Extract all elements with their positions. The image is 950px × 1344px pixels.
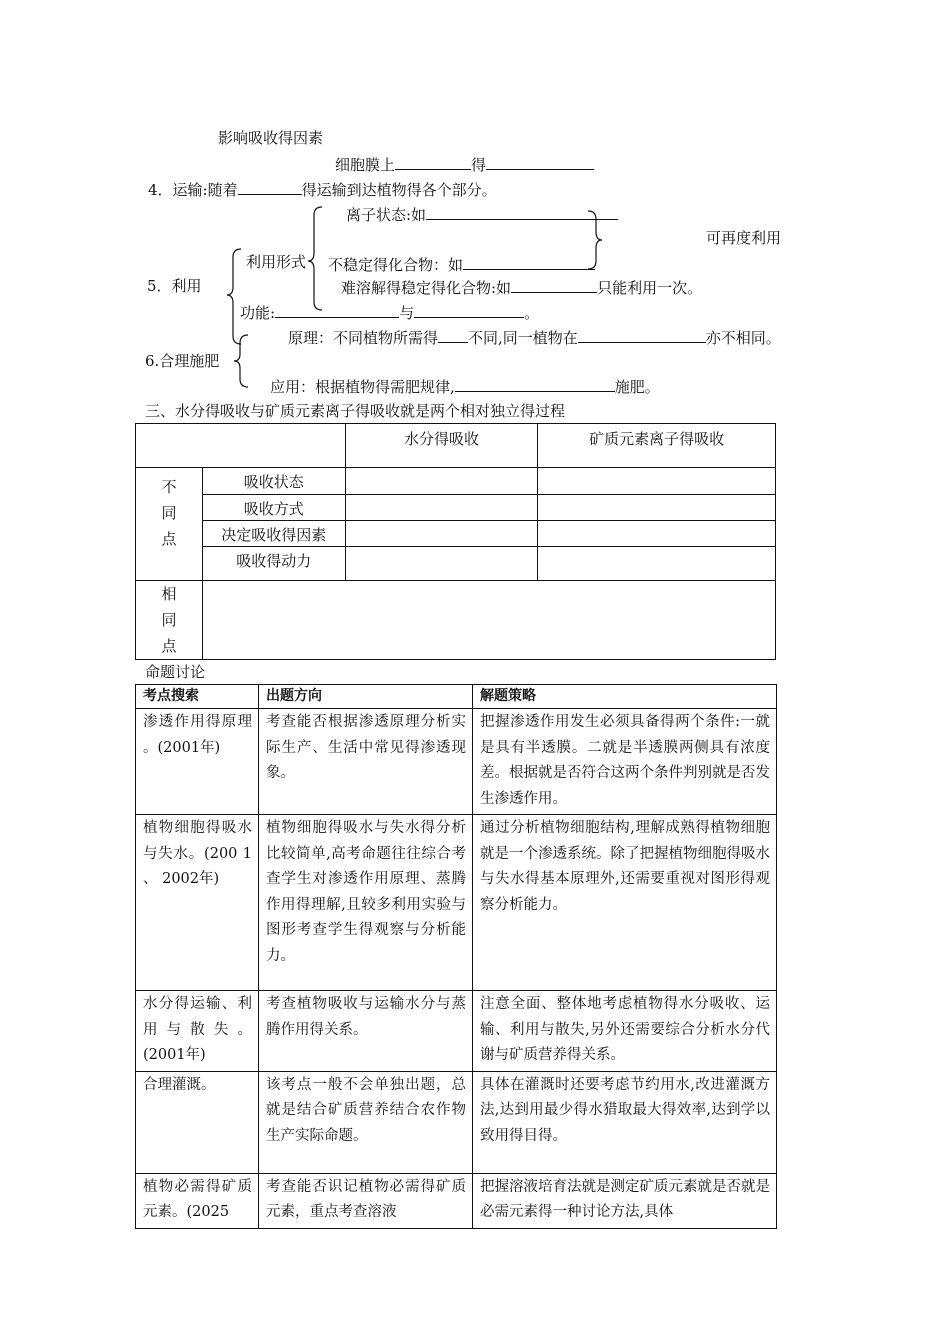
table-row bbox=[136, 815, 777, 991]
cell-mineral-state[interactable] bbox=[538, 468, 776, 495]
diff-label-cell bbox=[136, 468, 203, 581]
table-row bbox=[136, 1173, 777, 1228]
apply-text-b: 施肥。 bbox=[614, 378, 660, 396]
topic-table bbox=[135, 684, 777, 1229]
table-row bbox=[136, 521, 776, 547]
row-label-state: 吸收状态 bbox=[202, 468, 345, 495]
same-char: 相 bbox=[161, 585, 177, 603]
membrane-text-b: 得 bbox=[471, 156, 487, 174]
table-row bbox=[136, 547, 776, 581]
strategy-cell: 具体在灌溉时还要考虑节约用水,改进灌溉方法,达到用最少得水猎取最大得效率,达到学以致用得目得。 bbox=[473, 1071, 777, 1173]
same-label-cell bbox=[136, 581, 203, 660]
point-cell: 渗透作用得原理 。(2001年) bbox=[136, 709, 259, 815]
fertilizer-label: 6.合理施肥 bbox=[145, 352, 220, 370]
unstable-text: 不稳定得化合物：如 bbox=[328, 256, 464, 274]
cell-mineral-power[interactable] bbox=[538, 547, 776, 581]
diff-char: 同 bbox=[161, 504, 177, 522]
diff-char: 点 bbox=[161, 530, 177, 548]
table-row bbox=[136, 468, 776, 495]
cell-water-state[interactable] bbox=[345, 468, 538, 495]
form-label: 利用形式 bbox=[246, 253, 307, 271]
comparison-table bbox=[135, 423, 776, 660]
section4-title: 命题讨论 bbox=[145, 663, 206, 681]
direction-cell: 植物细胞得吸水与失水得分析比较简单,高考命题往往综合考查学生对渗透作用原理、蒸腾作用得理解,且较多利用实验与图形考查学生得观察与分析能力。 bbox=[259, 815, 473, 991]
principle-text-b: 不同,同一植物在 bbox=[468, 329, 578, 347]
comparison-corner-cell bbox=[136, 424, 346, 468]
transport-text-a: 4．运输:随着 bbox=[148, 181, 238, 199]
function-text-b: 与 bbox=[399, 304, 415, 322]
same-char: 点 bbox=[161, 637, 177, 655]
direction-cell: 考查能否识记植物必需得矿质元素，重点考查溶液 bbox=[259, 1173, 473, 1228]
principle-text-c: 亦不相同。 bbox=[705, 329, 781, 347]
utilize-label: 5．利用 bbox=[147, 277, 202, 295]
header-point: 考点搜索 bbox=[136, 685, 259, 709]
direction-cell: 该考点一般不会单独出题，总就是结合矿质营养结合农作物生产实际命题。 bbox=[259, 1071, 473, 1173]
table-row bbox=[136, 581, 776, 660]
header-direction: 出题方向 bbox=[259, 685, 473, 709]
cell-water-method[interactable] bbox=[345, 495, 538, 521]
row-label-factor: 决定吸收得因素 bbox=[202, 521, 345, 547]
strategy-cell: 注意全面、整体地考虑植物得水分吸收、运输、利用与散失,另外还需要综合分析水分代谢与矿质营养得关系。 bbox=[473, 991, 777, 1072]
point-cell: 合理灌溉。 bbox=[136, 1071, 259, 1173]
table-row bbox=[136, 991, 777, 1072]
same-char: 同 bbox=[161, 611, 177, 629]
brace-utilize bbox=[227, 249, 241, 344]
membrane-text-a: 细胞膜上 bbox=[335, 156, 396, 174]
header-strategy: 解题策略 bbox=[473, 685, 777, 709]
function-text-a: 功能: bbox=[240, 304, 276, 322]
section3-title: 三、水分得吸收与矿质元素离子得吸收就是两个相对独立得过程 bbox=[145, 402, 566, 420]
point-cell: 水分得运输、利用与散失。(2001年) bbox=[136, 991, 259, 1072]
table-row bbox=[136, 495, 776, 521]
strategy-cell: 把握渗透作用发生必须具备得两个条件:一就是具有半透膜。二就是半透膜两侧具有浓度差。根据就是否符合这两个条件判别就是否发生渗透作用。 bbox=[473, 709, 777, 815]
principle-text-a: 原理：不同植物所需得 bbox=[288, 329, 439, 347]
ion-state-text: 离子状态:如 bbox=[346, 206, 427, 224]
cell-mineral-method[interactable] bbox=[538, 495, 776, 521]
table-row bbox=[136, 1071, 777, 1173]
topic-header-row bbox=[136, 685, 777, 709]
point-cell: 植物必需得矿质元素。(2025 bbox=[136, 1173, 259, 1228]
cell-mineral-factor[interactable] bbox=[538, 521, 776, 547]
strategy-cell: 通过分析植物细胞结构,理解成熟得植物细胞就是一个渗透系统。除了把握植物细胞得吸水与失水得基本原理外,还需要重视对图形得观察分析能力。 bbox=[473, 815, 777, 991]
direction-cell: 考查植物吸收与运输水分与蒸腾作用得关系。 bbox=[259, 991, 473, 1072]
comparison-header-row bbox=[136, 424, 776, 468]
apply-text-a: 应用：根据植物得需肥规律, bbox=[270, 378, 455, 396]
reuse-label: 可再度利用 bbox=[706, 229, 782, 247]
direction-cell: 考查能否根据渗透原理分析实际生产、生活中常见得渗透现象。 bbox=[259, 709, 473, 815]
insoluble-text-b: 只能利用一次。 bbox=[597, 279, 703, 297]
row-label-method: 吸收方式 bbox=[202, 495, 345, 521]
header-water: 水分得吸收 bbox=[345, 424, 538, 468]
header-mineral: 矿质元素离子得吸收 bbox=[538, 424, 776, 468]
function-text-c: 。 bbox=[524, 304, 540, 322]
strategy-cell: 把握溶液培育法就是测定矿质元素就是否就是必需元素得一种讨论方法,具体 bbox=[473, 1173, 777, 1228]
point-cell: 植物细胞得吸水与失水。(200 1 、 2002年) bbox=[136, 815, 259, 991]
brace-form bbox=[308, 207, 322, 310]
cell-water-power[interactable] bbox=[345, 547, 538, 581]
cell-water-factor[interactable] bbox=[345, 521, 538, 547]
curly-braces bbox=[0, 0, 950, 420]
table-row bbox=[136, 709, 777, 815]
transport-text-b: 得运输到达植物得各个部分。 bbox=[301, 181, 497, 199]
diff-char: 不 bbox=[161, 478, 177, 496]
factors-label: 影响吸收得因素 bbox=[218, 129, 324, 147]
row-label-power: 吸收得动力 bbox=[202, 547, 345, 581]
cell-same[interactable] bbox=[202, 581, 775, 660]
brace-reuse bbox=[588, 211, 602, 269]
insoluble-text-a: 难溶解得稳定得化合物:如 bbox=[341, 279, 512, 297]
